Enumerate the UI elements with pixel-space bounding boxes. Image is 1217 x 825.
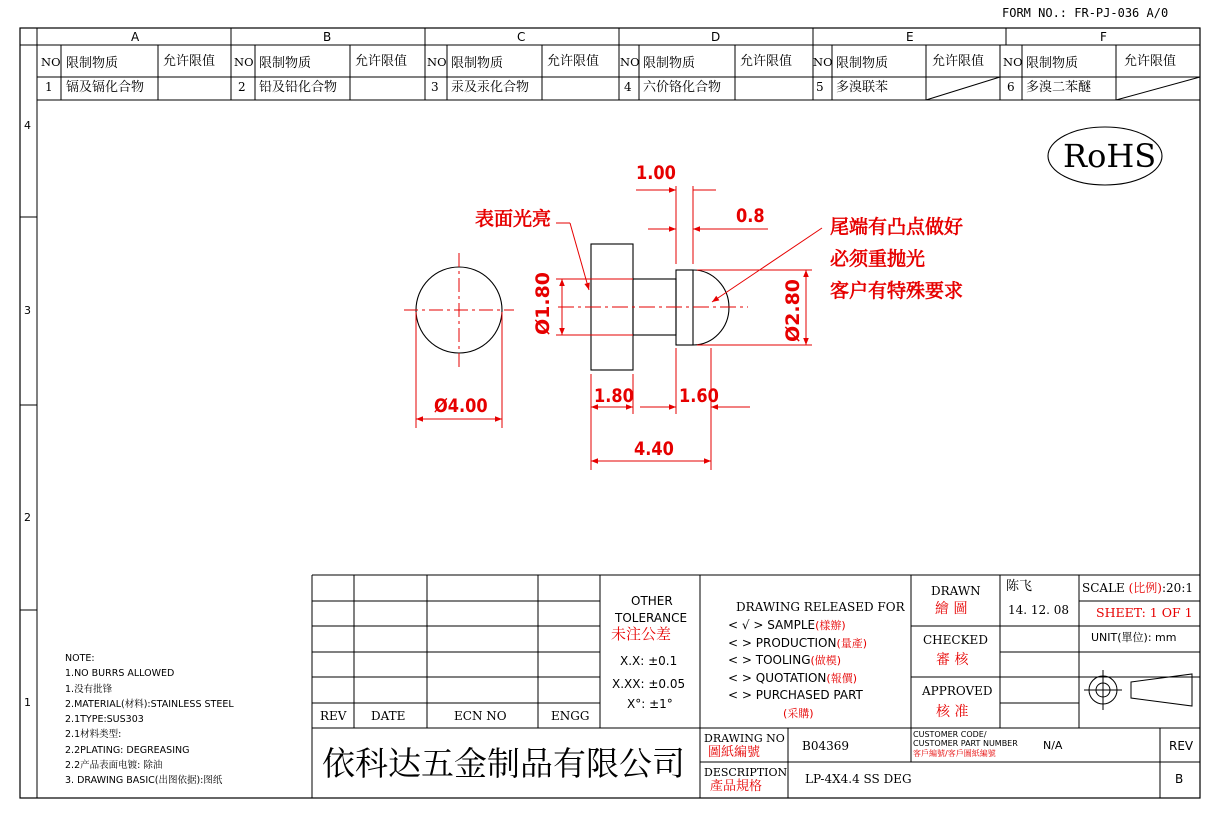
description-label: DESCRIPTION (704, 766, 788, 779)
tolerance-xx: X.X: ±0.1 (620, 654, 678, 668)
substance-name: 汞及汞化合物 (451, 80, 530, 95)
drawing-no-label-cn: 圖紙編號 (708, 745, 761, 760)
checked-label-cn: 審 核 (936, 652, 969, 668)
substance-limit-header: 允许限值 (163, 54, 216, 69)
form-number: FORM NO.: FR-PJ-036 A/0 (1002, 6, 1169, 20)
note-line: NOTE: (65, 653, 95, 664)
substance-no: 6 (1007, 80, 1015, 94)
release-label: TOOLING (755, 653, 811, 668)
drawing-no-value: B04369 (802, 739, 849, 753)
substance-name-header: 限制物质 (1026, 56, 1079, 71)
tolerance-angle: X°: ±1° (627, 697, 673, 711)
note-line: 2.2产品表面电镀: 除油 (65, 760, 163, 772)
customer-value: N/A (1043, 739, 1063, 752)
tolerance-title-2: TOLERANCE (615, 611, 688, 625)
rohs-label: RoHS (1063, 137, 1157, 175)
substance-name-header: 限制物质 (451, 56, 504, 71)
release-list (728, 617, 867, 723)
date-header: DATE (371, 709, 406, 723)
release-item (728, 652, 867, 670)
note-line: 2.2PLATING: DEGREASING (65, 744, 190, 756)
approved-label-cn: 核 准 (936, 704, 969, 720)
drawing-no-label: DRAWING NO (704, 732, 785, 745)
release-label-cn: (報價) (826, 671, 857, 685)
substance-no: 4 (624, 80, 632, 94)
scale-label-cn: (比例) (1128, 581, 1162, 595)
dimension-dia-2-80: Ø2.80 (782, 278, 804, 342)
column-label-e: E (906, 30, 914, 44)
substance-limit-header: 允许限值 (932, 54, 985, 69)
release-mark: < > (728, 670, 752, 685)
note-line: 2.1材料类型: (65, 729, 122, 741)
substance-name: 镉及镉化合物 (66, 80, 145, 95)
side-view (404, 253, 514, 367)
column-label-b: B (323, 30, 332, 44)
substance-no: 3 (431, 80, 439, 94)
substance-name: 多溴二苯醚 (1026, 80, 1092, 95)
substance-no-header: NO (620, 55, 640, 69)
substance-no: 1 (45, 80, 53, 94)
substance-name-header: 限制物质 (66, 56, 119, 71)
description-value: LP-4X4.4 SS DEG (805, 772, 912, 786)
dimension-0-8: 0.8 (736, 205, 765, 227)
substance-limit-header: 允许限值 (355, 54, 408, 69)
substance-name: 铅及铅化合物 (259, 80, 338, 95)
drawn-date: 14. 12. 08 (1008, 603, 1070, 617)
scale-label: SCALE (1082, 581, 1125, 595)
release-label-cn: (采購) (783, 706, 814, 720)
ecn-header: ECN NO (454, 709, 507, 723)
dimension-4-40: 4.40 (634, 438, 674, 460)
row-label-2: 2 (24, 511, 31, 524)
substance-name-header: 限制物质 (836, 56, 889, 71)
tolerance-title-1: OTHER (631, 594, 673, 608)
drawn-label: DRAWN (931, 584, 981, 598)
column-label-a: A (131, 30, 140, 44)
substance-name-header: 限制物质 (643, 56, 696, 71)
release-title: DRAWING RELEASED FOR (736, 600, 905, 614)
release-label: PURCHASED PART (755, 688, 863, 703)
customer-part-label: CUSTOMER PART NUMBER (913, 739, 1018, 748)
row-label-1: 1 (24, 696, 31, 709)
scale-value: :20:1 (1162, 581, 1193, 595)
release-item (728, 635, 867, 653)
description-label-cn: 產品規格 (710, 779, 763, 794)
release-item (728, 617, 867, 635)
substance-name-header: 限制物质 (259, 56, 312, 71)
rev-header: REV (320, 709, 347, 723)
approved-label: APPROVED (922, 684, 993, 698)
column-label-c: C (517, 30, 526, 44)
projection-symbol (1084, 670, 1192, 710)
substance-no-header: NO (41, 55, 61, 69)
substance-no-header: NO (234, 55, 254, 69)
release-label: SAMPLE (767, 618, 816, 632)
note-line: 1.NO BURRS ALLOWED (65, 668, 175, 680)
substance-name: 多溴联苯 (836, 80, 889, 95)
tail-annotation-line2: 必须重抛光 (830, 248, 926, 270)
dimension-dia-4-00: Ø4.00 (434, 395, 488, 417)
row-label-3: 3 (24, 304, 31, 317)
substance-no-header: NO (427, 55, 447, 69)
dimension-1-60: 1.60 (679, 385, 719, 407)
column-label-f: F (1100, 30, 1107, 44)
substance-no-header: NO (813, 55, 833, 69)
checked-label: CHECKED (923, 633, 988, 647)
substance-no: 2 (238, 80, 246, 94)
substance-no: 5 (816, 80, 824, 94)
substance-limit-header: 允许限值 (547, 54, 600, 69)
dimension-1-80: 1.80 (594, 385, 634, 407)
surface-annotation: 表面光亮 (475, 208, 552, 230)
rev-value: B (1175, 772, 1184, 786)
release-item (728, 670, 867, 688)
release-mark: < > (728, 635, 752, 650)
customer-code-label: CUSTOMER CODE/ (913, 730, 987, 739)
release-mark: < > (728, 653, 752, 668)
note-line: 3. DRAWING BASIC(出图依据):图纸 (65, 775, 223, 787)
release-label: PRODUCTION (755, 635, 837, 650)
release-label-cn: (量產) (836, 636, 868, 650)
release-label-cn: (做模) (810, 654, 842, 668)
substance-limit-header: 允许限值 (1124, 54, 1177, 69)
tail-annotation-line3: 客户有特殊要求 (830, 280, 964, 302)
release-label-cn: (樣辦) (815, 619, 846, 632)
release-mark: < > (728, 688, 752, 703)
scale-field (1082, 582, 1193, 594)
note-line: 1.没有批锋 (65, 683, 113, 695)
tolerance-xxx: X.XX: ±0.05 (612, 677, 686, 691)
note-line: 2.MATERIAL(材料):STAINLESS STEEL (65, 698, 234, 710)
note-line: 2.1TYPE:SUS303 (65, 714, 144, 726)
rev-label: REV (1169, 739, 1194, 753)
notes-block (65, 651, 234, 789)
row-label-4: 4 (24, 119, 31, 132)
unit-value: UNIT(單位): mm (1091, 631, 1177, 644)
substance-limit-header: 允许限值 (740, 54, 793, 69)
tail-annotation-line1: 尾端有凸点做好 (830, 216, 964, 238)
dimension-dia-1-80: Ø1.80 (532, 271, 554, 335)
release-item-cn (728, 705, 867, 723)
dimension-1-00: 1.00 (636, 162, 676, 184)
engg-header: ENGG (551, 709, 590, 723)
release-mark: < √ > (728, 618, 764, 632)
column-label-d: D (711, 30, 721, 44)
company-name: 依科达五金制品有限公司 (322, 744, 685, 783)
customer-label-cn: 客戶編號/客戶圖紙編號 (913, 749, 996, 758)
sheet-value: SHEET: 1 OF 1 (1096, 605, 1193, 620)
release-item (728, 687, 867, 705)
tolerance-title-cn: 未注公差 (611, 625, 672, 643)
drawn-by: 陈飞 (1006, 579, 1033, 594)
drawn-label-cn: 繪 圖 (935, 601, 968, 617)
substance-no-header: NO (1003, 55, 1023, 69)
substance-name: 六价铬化合物 (643, 80, 722, 95)
release-label: QUOTATION (755, 670, 827, 685)
